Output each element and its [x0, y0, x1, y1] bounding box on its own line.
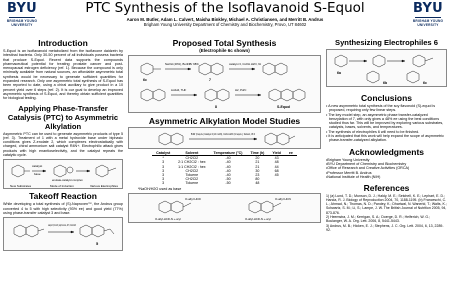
table-cell: 23	[255, 173, 260, 178]
table-cell: 20	[255, 156, 260, 161]
table-cell: -50	[225, 177, 231, 182]
table-cell: 21	[255, 164, 260, 169]
table-cell: -40	[225, 164, 231, 169]
center-column	[128, 38, 321, 223]
compound-8-label: 8	[215, 105, 217, 109]
table-cell: 30	[255, 168, 260, 173]
s-equol-label: S-Equol	[277, 105, 291, 109]
electrophiles-heading: Synthesizing Electrophiles 6	[335, 38, 438, 47]
ptc-text: Asymmetric PTC can be used to generate asymmetric products of type 5 (ref. 3). Treatment of 1 with a metal hydroxide base under biphasic conditions gives Z-enolate 2, which complexes electrostatically with charged, chiral ammonium salt catalyst R4N+. Electrophilic attack gives products with high enantioselectivity, and the catalyst repeats the catalytic cycle.	[3, 131, 123, 158]
electrophile-6c-label: 6c	[423, 81, 427, 85]
step3-label: LiAlH4, THF	[171, 88, 187, 92]
step4-label: H2, Pd/C	[235, 88, 247, 92]
table-cell: -50	[225, 181, 231, 186]
table-cell: 43	[274, 156, 279, 161]
byu-logo-right	[411, 2, 445, 30]
catalyst-right-note: O-allyl-HCD-N +-aryl	[245, 216, 271, 221]
table-cell: 1:1 CH2Cl2 : hex	[178, 164, 206, 169]
right-column	[326, 38, 447, 233]
list-item: •National Institute of Health (NIH)	[326, 174, 381, 179]
electrophiles-figure	[326, 49, 447, 87]
conclusions-heading: Conclusions	[360, 93, 412, 103]
poster-title: PTC Synthesis of the Isoflavanoid S-Equol	[85, 0, 365, 16]
model-scheme-figure	[128, 127, 321, 149]
table-cell: 3	[162, 168, 165, 173]
model-studies-heading: Asymmetric Alkylation Model Studies	[148, 116, 301, 126]
model-results-table	[152, 151, 297, 186]
list-item: • The key model step, an asymmetric phase transfer-catalyzed benzylation of 7, with only gives a 48% ee using the best conditions studied thus far. This will be improved by exploring various substrates, catalysts, bases, solvents, and temperatures.	[326, 112, 444, 130]
acknowledgments-heading: Acknowledgments	[348, 146, 425, 157]
reference-item: 2) Heemstra, J. M.; Kerrigan, S. A.; Doerge, D. R.; Helferich, W. G.; Boulanger, W. A. Org. Lett. 2006, 8, 5441-5443.	[326, 215, 431, 224]
step1-label: NaOH (40%), Bu4NBr 98%	[165, 62, 199, 66]
column-header: Catalyst	[152, 151, 174, 156]
list-item: • It is anticipated that this work will help expand the scope of asymmetric phase-transfer-catalyzed alkylation.	[326, 134, 444, 143]
introduction-heading: Introduction	[38, 38, 88, 48]
acknowledgments-list	[326, 158, 447, 179]
logo-subtext: BRIGHAM YOUNG UNIVERSITY	[6, 19, 38, 27]
table-cell: 2:1 CH2Cl2 : hex	[178, 160, 206, 165]
enolate-label: enolate-catalyst complex	[52, 178, 83, 183]
table-cell: -40	[225, 168, 231, 173]
table-cell: CH2Cl2	[185, 177, 199, 182]
poster-authors: Aaron M. Butler, Adam L. Calvert, Maisha Binkley, Michael A. Christiansen, and Merritt B. Andrus	[126, 17, 324, 22]
table-cell: CH2Cl2	[185, 168, 199, 173]
model-scheme-drawing	[129, 128, 322, 150]
electrophiles-drawing	[327, 50, 448, 88]
column-header: Time (h)	[246, 151, 268, 156]
reference-item: 3) Andrus, M. B.; Hicken, E. J.; Stephens, J. C. Org. Lett. 2004, 6, 13, 2289-92.	[326, 224, 444, 233]
takeoff-product-label: 5	[96, 241, 99, 247]
table-cell: CH2Cl2	[185, 156, 199, 161]
base-label: base	[34, 172, 41, 177]
catalyst-label: catalyst	[32, 164, 43, 169]
model-conditions-label: BnBr (3 equiv.) Catalyst 3 (10 mol%), CsOH·H2O (10 equiv.), Solvent, 48 h	[191, 133, 277, 136]
takeoff-heading: Takeoff Reaction	[29, 191, 97, 202]
logo-text: BYU	[412, 1, 444, 16]
left-column	[3, 38, 123, 251]
takeoff-scheme-drawing	[4, 218, 124, 252]
table-cell: 3	[162, 177, 165, 182]
table-footnote: *NaOH/H2O used as base	[138, 186, 182, 191]
takeoff-text: While developing a total synthesis of (S)-Naproxen™, the Andrus group converted 4 to 5 with high selectivity (93% ee) and good yield (77%) using phase-transfer catalyst 3 and base.	[3, 202, 123, 215]
catalyst-left-note: O-allyl-HCD-N +-aryl	[155, 216, 181, 221]
list-item: •Brigham Young University	[326, 157, 370, 162]
table-cell: 44	[274, 164, 279, 169]
total-synthesis-subheading: (Electrophile 6c shown)	[199, 48, 250, 53]
table-cell: 21	[255, 160, 260, 165]
logo-text: BYU	[6, 1, 38, 16]
column-header: Yield	[268, 151, 284, 156]
electrophile-6a-label: 6a	[337, 71, 341, 75]
compound-7-label: 7	[209, 78, 211, 82]
ptc-scheme-drawing	[4, 160, 124, 190]
table-cell: 45	[274, 173, 279, 178]
table-cell: 3	[162, 181, 165, 186]
references-heading: References	[363, 183, 410, 194]
column-header: Solvent	[174, 151, 209, 156]
table-cell: 80	[255, 177, 260, 182]
column-header: Temperature (°C)	[210, 151, 247, 156]
catalyst-structures-drawing	[129, 194, 322, 224]
electrophile-6b-label: 6b	[383, 81, 388, 85]
table-cell	[268, 181, 284, 185]
new-substrates-label: New Substrates	[10, 184, 32, 189]
table-row	[152, 181, 297, 185]
total-synthesis-drawing	[129, 56, 322, 114]
column-header: ee	[285, 151, 297, 156]
table-cell: 3	[162, 160, 165, 165]
table-cell: *	[162, 156, 164, 161]
table-cell: 48	[255, 181, 260, 186]
poster-affiliation: Brigham Young University Department of Chemistry and Biochemistry, Provo, UT 84602	[143, 22, 307, 27]
total-synthesis-heading: Proposed Total Synthesis	[172, 38, 277, 48]
list-item: • A new asymmetric total synthesis of the soy flavonoid (S)-equol is proposed, requiring only few linear steps.	[326, 104, 436, 113]
table-cell: Toluene	[185, 181, 199, 186]
catalyst-left-label: O-allyl HCD	[185, 196, 201, 201]
takeoff-reagents-label: catalyst 3 (10 mol%), alkyl bromide, -40°C, CsOH·H2O	[48, 224, 112, 228]
list-item: •Office of Research and Creative Activities (ORCA)	[326, 166, 410, 171]
table-cell: 3	[162, 173, 165, 178]
references-list	[326, 194, 447, 232]
table-cell: -40	[225, 173, 231, 178]
table-cell: Toluene	[185, 173, 199, 178]
byu-logo-left	[5, 2, 39, 30]
table-cell: 3	[162, 164, 165, 169]
table-cell: -40	[225, 156, 231, 161]
catalyst-right-label: O-allyl HCN	[275, 196, 291, 201]
step2-label: catalyst 3, CsOH·H2O, 6c	[229, 62, 262, 66]
various-electrophiles-label: Various Electrophiles	[90, 184, 118, 189]
takeoff-scheme-figure	[3, 217, 123, 251]
table-cell	[285, 181, 297, 185]
introduction-text: S-Equol is an isoflavanoid metabolized from the isoflavone daidzein by intestinal bacteria. Only 30-50 percent of all individuals possess bacteria that produce S-Equol. Recent data supports the compounds pharmaceutical potential for treating prostate cancer and post-menopausal estrogen deficiency (ref. 1). Because the compound is only minimally available from natural sources, an affordable asymmetric total synthesis would be necessary to generate sufficient quantities for expanded research. Only one asymmetric total synthesis of S-Equol has been reported to date, using a chiral auxiliary to give product in a 10 percent yield over 6 steps (ref. 2). It is our goal to develop an improved asymmetric synthesis of S-Equol, and thereby obtain sufficient quantities for biological testing.	[3, 49, 123, 101]
list-item: • The synthesis of electrophiles 6 will need to be finished.	[326, 129, 420, 134]
mode-induction-label: Mode of Induction	[50, 184, 74, 189]
ptc-heading: Applying Phase-Transfer Catalysis (PTC) to Asymmetric Alkylation	[7, 103, 119, 131]
reference-item: 1) (a) Lund, T. D.; Munson, D. J.; Haldy, M. E.; Setchell, K. E.; Lephart, E. D.; Handa, R. J. Biology of Reproduction 2004, 70, 1188-1195. (b) Franceschi, C. L.; Ahmad, N.; Thomas, N. D.; Pandey, K.; Dhariwal, N. Wanerid, T.; Walts, K.; Schwartz, S. M.; Li, S.; Lampe, J. W. The British Journal of Nutrition 2005, 94, 873-876.	[326, 194, 447, 215]
table-cell: 68	[274, 168, 279, 173]
conclusions-list	[326, 104, 447, 143]
logo-subtext: BRIGHAM YOUNG UNIVERSITY	[412, 19, 444, 27]
table-cell: -40	[225, 160, 231, 165]
catalyst-structures-figure	[128, 193, 321, 223]
total-synthesis-figure	[128, 55, 321, 113]
list-item: •BYU Department of Chemistry and Biochemistry	[326, 161, 407, 166]
poster-header	[0, 0, 450, 32]
table-cell: 48	[274, 160, 279, 165]
compound-6c-label: 6c	[143, 78, 147, 82]
ptc-scheme-figure	[3, 159, 123, 189]
list-item: •Professor Merritt B. Andrus	[326, 170, 372, 175]
